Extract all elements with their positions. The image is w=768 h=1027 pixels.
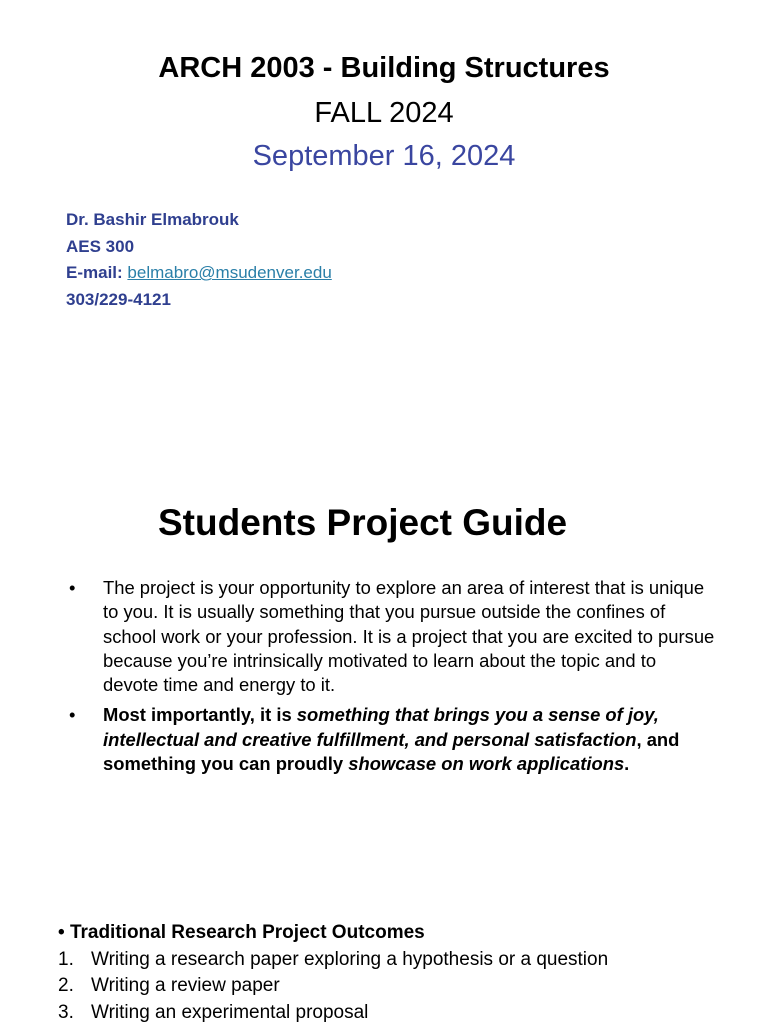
list-item bbox=[66, 703, 716, 776]
term-label: FALL 2024 bbox=[314, 97, 454, 129]
course-title: ARCH 2003 - Building Structures bbox=[158, 52, 610, 84]
text-segment: . bbox=[624, 753, 630, 775]
guide-bullets bbox=[66, 576, 716, 782]
bullet-icon: • bbox=[69, 577, 76, 598]
bullet-icon: • bbox=[58, 922, 65, 943]
list-item bbox=[66, 576, 716, 697]
date-label: September 16, 2024 bbox=[252, 140, 516, 172]
item-number: 2. bbox=[58, 975, 74, 997]
item-text: Writing a review paper bbox=[91, 975, 280, 997]
outcomes-section bbox=[58, 920, 608, 1027]
email-label: E-mail: bbox=[66, 263, 128, 282]
item-text: Writing an experimental proposal bbox=[91, 1002, 369, 1024]
text-segment: Most importantly, it is bbox=[103, 704, 297, 726]
emphasis-text: showcase on work applications bbox=[348, 753, 625, 775]
bullet-text bbox=[103, 703, 716, 776]
email-line bbox=[66, 260, 332, 287]
bullet-text: The project is your opportunity to explore an area of interest that is unique to you. It is usually something that you pursue outside the confines of school work or your profession. It is a project that you are excited to pursue because you’re intrinsically motivated to learn about the topic and to devote time and energy to it. bbox=[103, 577, 715, 696]
phone-number: 303/229-4121 bbox=[66, 289, 171, 309]
item-text: Writing a research paper exploring a hypothesis or a question bbox=[91, 948, 609, 970]
email-link[interactable]: belmabro@msudenver.edu bbox=[127, 263, 332, 282]
emphasis-text: something that brings you a sense of joy, intellectual and creative fulfillment, and personal satisfaction bbox=[103, 704, 659, 750]
list-item bbox=[58, 1000, 608, 1027]
list-item bbox=[58, 973, 608, 1000]
office-location: AES 300 bbox=[66, 236, 135, 256]
outcomes-heading bbox=[58, 920, 608, 947]
bullet-icon: • bbox=[69, 704, 76, 726]
instructor-name: Dr. Bashir Elmabrouk bbox=[66, 210, 239, 229]
item-number: 1. bbox=[58, 948, 74, 970]
contact-block bbox=[66, 207, 332, 313]
outcomes-heading-text: Traditional Research Project Outcomes bbox=[69, 922, 425, 943]
guide-title: Students Project Guide bbox=[158, 502, 568, 543]
text-segment: , and something you can proudly bbox=[103, 728, 680, 775]
list-item bbox=[58, 947, 608, 974]
item-number: 3. bbox=[58, 1002, 74, 1024]
